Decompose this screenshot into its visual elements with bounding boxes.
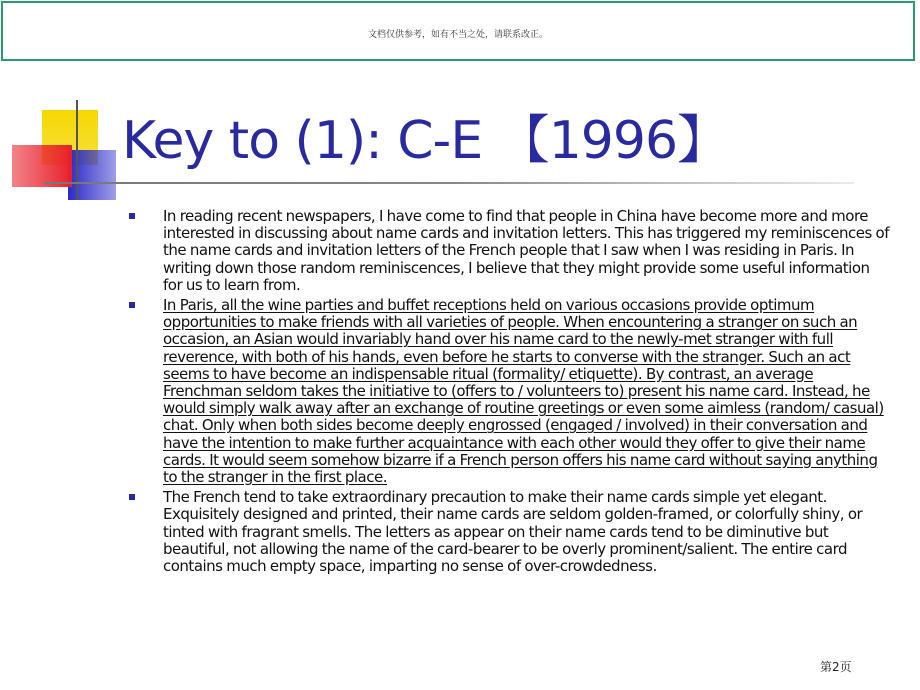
bullet-list: [129, 208, 891, 578]
paragraph-3: The French tend to take extraordinary precaution to make their name cards simple yet elegant. Exquisitely designed and printed, their name cards are seldom golden-framed, or colorfully shiny, or tinted with fragrant smells. The letters as appear on their name cards tend to be diminutive but beautiful, not allowing the name of the card-bearer to be overly prominent/salient. The entire card contains much empty space, imparting no sense of over-crowdedness.: [163, 488, 863, 576]
page-number: 第2页: [820, 660, 852, 674]
slide-title: Key to (1): C-E 【1996】: [122, 111, 729, 171]
paragraph-2: In Paris, all the wine parties and buffet receptions held on various occasions provide optimum opportunities to make friends with all varieties of people. When encountering a stranger on such an occasion, an Asian would invariably hand over his name card to the newly-met stranger with full reverence, with both of his hands, even before he starts to converse with the stranger. Such an act seems to have become an indispensable ritual (formality/ etiquette). By contrast, an average Frenchman seldom takes the initiative to (offers to / volunteers to) present his name card. Instead, he would simply walk away after an exchange of routine greetings or even some aimless (random/ casual) chat. Only when both sides become deeply engrossed (engaged / involved) in their conversation and have the intention to make further acquaintance with each other would they offer to give their name cards. It would seem somehow bizarre if a French person offers his name card without saying anything to the stranger in the first place.: [163, 296, 884, 487]
list-item: [129, 489, 891, 575]
deco-red-square: [12, 145, 72, 187]
deco-blue-square: [68, 150, 116, 200]
paragraph-1: In reading recent newspapers, I have come to find that people in China have become more and more interested in discussing about name cards and invitation letters. This has triggered my reminiscences of the name cards and invitation letters of the French people that I saw when I was residing in Paris. In writing down those random reminiscences, I believe that they might provide some useful information for us to learn from.: [163, 207, 889, 294]
header-notice: 文档仅供参考，如有不当之处，请联系改正。: [367, 30, 548, 40]
title-decoration: [0, 0, 140, 210]
list-item: [129, 297, 891, 486]
title-underline-rule: [44, 182, 854, 184]
bullet-square-icon: [129, 494, 135, 500]
bullet-square-icon: [129, 213, 135, 219]
list-item: [129, 208, 891, 294]
bullet-square-icon: [129, 302, 135, 308]
deco-vertical-line: [76, 100, 78, 200]
